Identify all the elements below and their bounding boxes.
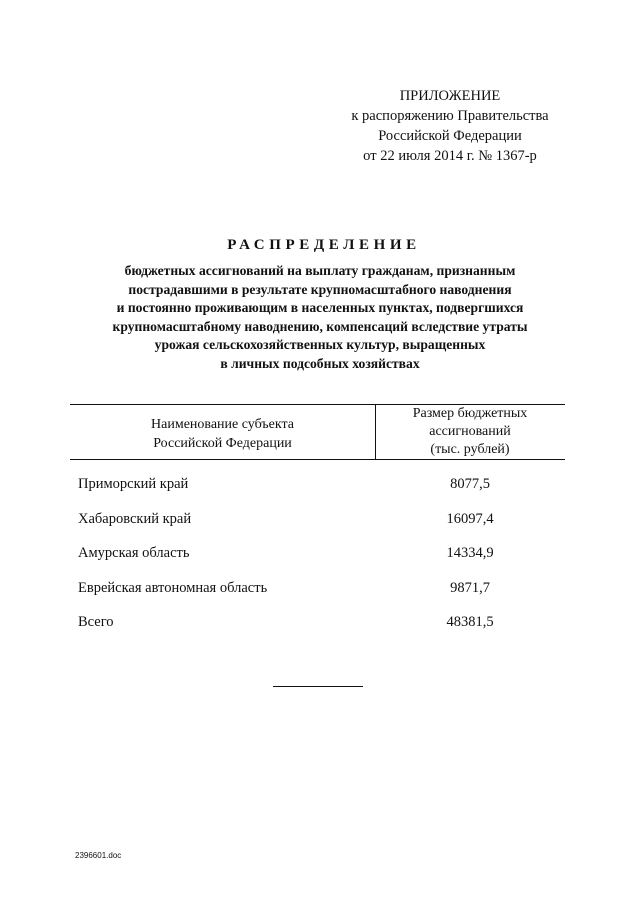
subtitle-line: в личных подсобных хозяйствах (220, 355, 420, 371)
document-subtitle (60, 262, 580, 374)
header-amount-line: ассигнований (429, 424, 511, 439)
row-name: Всего (78, 614, 114, 630)
header-bottom-rule (70, 459, 565, 460)
subtitle-line: урожая сельскохозяйственных культур, выращенных (154, 337, 486, 353)
appendix-label: ПРИЛОЖЕНИЕ (399, 88, 501, 104)
subtitle-line: пострадавшими в результате крупномасштабного наводнения (128, 281, 512, 297)
doc-reference: 2396601.doc (75, 851, 122, 860)
row-value: 48381,5 (446, 614, 494, 630)
header-amount (375, 405, 565, 459)
appendix-line-2: Российской Федерации (378, 128, 522, 144)
table-body (70, 476, 565, 649)
subtitle-line: крупномасштабному наводнению, компенсаций вследствие утраты (112, 318, 528, 334)
subtitle-line: бюджетных ассигнований на выплату гражданам, признанным (124, 263, 516, 278)
header-subject-line: Российской Федерации (153, 436, 292, 451)
header-subject (70, 415, 375, 453)
appendix-block (330, 86, 570, 166)
table-row (70, 476, 565, 511)
appendix-line-1: к распоряжению Правительства (351, 108, 549, 124)
end-separator-rule (273, 686, 363, 687)
row-value: 9871,7 (450, 579, 490, 596)
subtitle-line: и постоянно проживающим в населенных пунктах, подвергшихся (116, 300, 524, 316)
row-value: 16097,4 (446, 510, 494, 527)
row-value: 14334,9 (446, 545, 494, 561)
appendix-line-3: от 22 июля 2014 г. № 1367-р (363, 148, 537, 164)
table-row-total (70, 614, 565, 649)
row-name: Хабаровский край (78, 510, 192, 527)
table-row (70, 545, 565, 580)
header-amount-line: (тыс. рублей) (430, 442, 510, 457)
row-name: Еврейская автономная область (78, 579, 268, 596)
document-title: РАСПРЕДЕЛЕНИЕ (227, 237, 421, 253)
header-amount-line: Размер бюджетных (412, 406, 528, 421)
table-row (70, 580, 565, 615)
row-name: Амурская область (78, 545, 190, 561)
row-value: 8077,5 (450, 476, 490, 492)
header-subject-line: Наименование субъекта (151, 417, 294, 432)
table-row (70, 511, 565, 546)
row-name: Приморский край (78, 476, 189, 492)
